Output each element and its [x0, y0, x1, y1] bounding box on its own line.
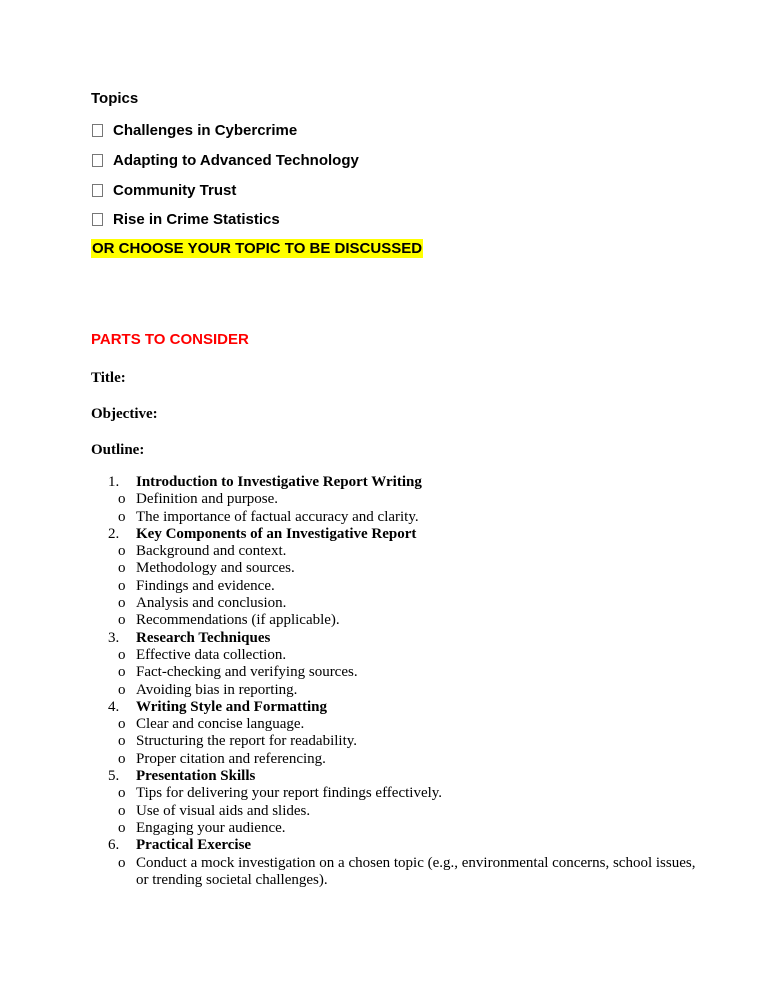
outline-item-title: Practical Exercise — [136, 837, 252, 854]
outline-subitem-text: Use of visual aids and slides. — [136, 802, 311, 819]
circle-bullet-icon: o — [118, 612, 126, 629]
circle-bullet-icon: o — [118, 508, 126, 525]
outline-subitem-text: Structuring the report for readability. — [136, 733, 358, 750]
outline-subitem — [91, 820, 711, 837]
outline-item-title: Key Components of an Investigative Report — [136, 525, 417, 542]
circle-bullet-icon: o — [118, 785, 126, 802]
outline-item — [91, 526, 711, 543]
outline-subitem — [91, 803, 711, 820]
outline-subitem — [91, 751, 711, 768]
outline-subitem-text: Definition and purpose. — [136, 491, 279, 508]
outline-subitem — [91, 612, 711, 629]
outline-item — [91, 768, 711, 785]
circle-bullet-icon: o — [118, 750, 126, 767]
outline-subitem-text: Methodology and sources. — [136, 560, 295, 577]
objective-label: Objective: — [91, 406, 158, 422]
outline-subitem-text: Proper citation and referencing. — [136, 750, 326, 767]
outline-item-number: 1. — [108, 474, 120, 490]
outline-subitem-text: The importance of factual accuracy and clarity. — [136, 508, 419, 525]
circle-bullet-icon: o — [118, 819, 126, 836]
outline-item — [91, 474, 711, 491]
outline-label: Outline: — [91, 442, 145, 458]
outline-subitem-text: Fact-checking and verifying sources. — [136, 664, 358, 681]
outline-subitem — [91, 716, 711, 733]
circle-bullet-icon: o — [118, 543, 126, 560]
outline-subitem — [91, 733, 711, 750]
outline-item-number: 6. — [108, 837, 120, 854]
topics-heading: Topics — [91, 90, 139, 107]
topic-item — [91, 180, 236, 200]
circle-bullet-icon: o — [118, 646, 126, 663]
outline-subitem-text: Recommendations (if applicable). — [136, 612, 340, 629]
outline-item — [91, 699, 711, 716]
circle-bullet-icon: o — [118, 664, 126, 681]
outline-subitem — [91, 509, 711, 526]
outline-item-title: Research Techniques — [136, 629, 271, 646]
topic-item — [91, 120, 297, 140]
circle-bullet-icon: o — [118, 560, 126, 577]
checkbox-icon — [92, 184, 103, 197]
choose-topic-highlight: OR CHOOSE YOUR TOPIC TO BE DISCUSSED — [92, 240, 423, 257]
outline-item-number: 3. — [108, 629, 120, 646]
circle-bullet-icon: o — [118, 491, 126, 508]
outline-subitem — [91, 578, 711, 595]
circle-bullet-icon: o — [118, 716, 126, 733]
topic-item — [91, 209, 280, 229]
outline-list — [91, 474, 711, 889]
topic-item — [91, 150, 359, 170]
topic-label: Adapting to Advanced Technology — [113, 151, 359, 169]
checkbox-icon — [92, 154, 103, 167]
outline-item-title: Introduction to Investigative Report Writing — [136, 474, 422, 490]
topic-label: Community Trust — [113, 181, 237, 199]
outline-item-number: 2. — [108, 525, 120, 542]
outline-subitem — [91, 664, 711, 681]
outline-subitem — [91, 595, 711, 612]
parts-heading: PARTS TO CONSIDER — [91, 331, 249, 348]
topic-label: Rise in Crime Statistics — [113, 210, 280, 228]
outline-subitem — [91, 855, 711, 890]
checkbox-icon — [92, 213, 103, 226]
outline-item — [91, 837, 711, 854]
outline-subitem-text: Clear and concise language. — [136, 716, 305, 733]
circle-bullet-icon: o — [118, 577, 126, 594]
circle-bullet-icon: o — [118, 802, 126, 819]
circle-bullet-icon: o — [118, 854, 126, 871]
outline-subitem — [91, 647, 711, 664]
title-label: Title: — [91, 370, 126, 386]
outline-subitem-text: Avoiding bias in reporting. — [136, 681, 298, 698]
outline-item-number: 4. — [108, 698, 120, 715]
outline-item-title: Presentation Skills — [136, 768, 256, 785]
outline-subitem-text: Conduct a mock investigation on a chosen topic (e.g., environmental concerns, school issues, or trending societal challenges). — [136, 854, 696, 888]
outline-subitem — [91, 785, 711, 802]
topic-label: Challenges in Cybercrime — [113, 121, 298, 139]
outline-subitem — [91, 491, 711, 508]
outline-subitem-text: Findings and evidence. — [136, 577, 275, 594]
outline-item-title: Writing Style and Formatting — [136, 698, 327, 715]
outline-subitem-text: Effective data collection. — [136, 646, 287, 663]
outline-subitem — [91, 543, 711, 560]
circle-bullet-icon: o — [118, 595, 126, 612]
checkbox-icon — [92, 124, 103, 137]
outline-subitem — [91, 560, 711, 577]
circle-bullet-icon: o — [118, 733, 126, 750]
circle-bullet-icon: o — [118, 681, 126, 698]
outline-subitem-text: Background and context. — [136, 543, 287, 560]
outline-subitem-text: Engaging your audience. — [136, 819, 286, 836]
outline-item — [91, 630, 711, 647]
outline-subitem — [91, 682, 711, 699]
outline-subitem-text: Analysis and conclusion. — [136, 595, 287, 612]
outline-item-number: 5. — [108, 768, 120, 785]
outline-subitem-text: Tips for delivering your report findings effectively. — [136, 785, 443, 802]
